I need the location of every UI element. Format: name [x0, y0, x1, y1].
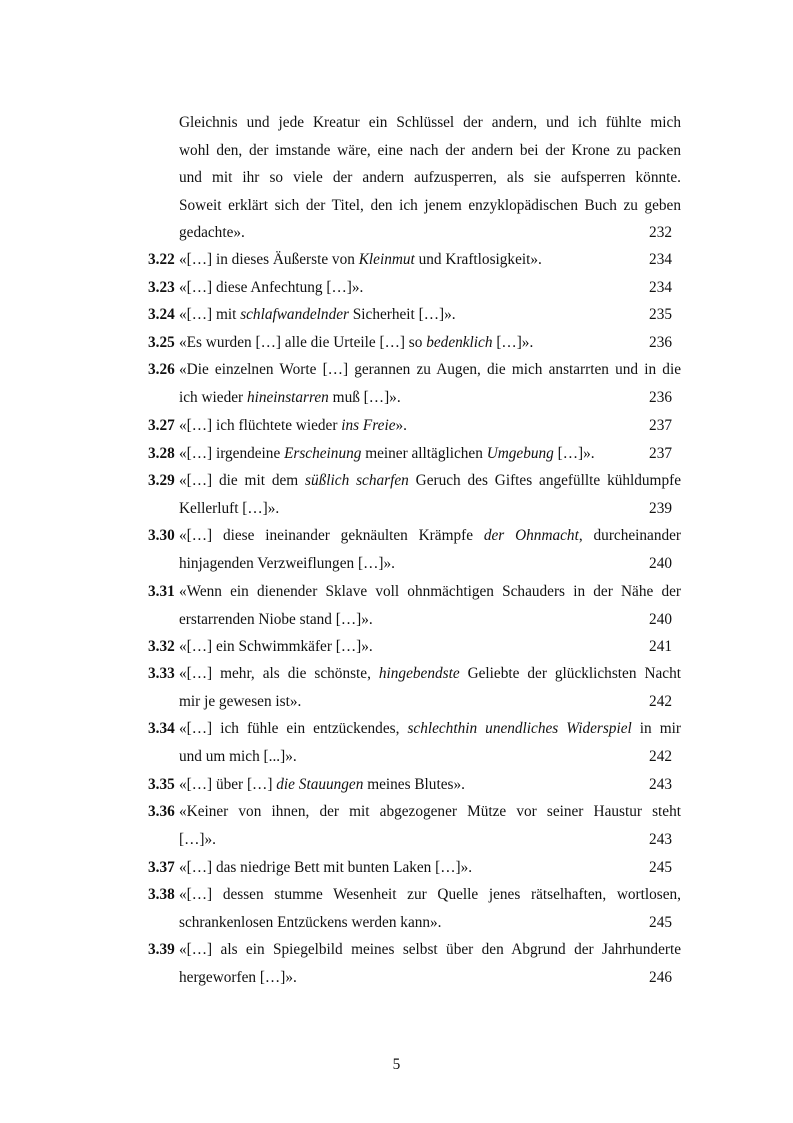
page-reference: 242 [649, 747, 672, 765]
entry-number: 3.36 [148, 803, 175, 820]
text-span: schrankenlosen Entzückens werden kann». [179, 913, 442, 931]
italic-span: die Stauungen [276, 776, 364, 793]
entry-number: 3.30 [148, 527, 175, 544]
text-line [179, 333, 681, 353]
text-line: und mit ihr so viele der andern aufzusperren, als sie aufsperren könnte. [179, 169, 681, 186]
page-reference: 240 [649, 610, 672, 628]
text-span: Geliebte der glücklichsten Nacht [459, 665, 681, 682]
text-span: Geruch des Giftes angefüllte kühldumpfe [408, 472, 681, 489]
text-line [179, 610, 681, 630]
page-reference: 245 [649, 913, 672, 931]
page-number: 5 [392, 1056, 401, 1073]
text-span: erstarrenden Niobe stand […]». [179, 610, 373, 628]
italic-span: ins Freie [341, 417, 396, 434]
italic-span: bedenklich [426, 334, 493, 351]
text-span: «[…] ich flüchtete wieder [179, 417, 342, 434]
text-line: gedachte». 232 [179, 224, 672, 241]
text-line: Gleichnis und jede Kreatur ein Schlüssel der andern, und ich fühlte mich [179, 114, 681, 131]
italic-span: Kleinmut [358, 251, 415, 268]
text-span: ». [395, 417, 407, 434]
text-span: […]». [179, 830, 216, 848]
text-line [179, 913, 681, 933]
italic-span: süßlich scharfen [305, 472, 409, 489]
text-span: […]». [553, 445, 595, 462]
text-span: in mir [631, 720, 681, 737]
text-span: «[…] ein Schwimmkäfer […]». [179, 638, 373, 655]
text-line: «Keiner von ihnen, der mit abgezogener Mütze vor seiner Haustur steht [179, 803, 681, 820]
text-span: hergeworfen […]». [179, 968, 297, 986]
text-span: «Es wurden […] alle die Urteile […] so [179, 334, 427, 351]
text-span: , durcheinander [578, 527, 682, 544]
text-span: Sicherheit […]». [348, 306, 456, 323]
text-line: «[…] als ein Spiegelbild meines selbst über den Abgrund der Jahrhunderte [179, 941, 681, 958]
text-span: «[…] die mit dem [179, 472, 306, 489]
page-reference: 242 [649, 692, 672, 710]
text-line [179, 664, 681, 684]
text-span: […]». [492, 334, 534, 351]
entry-number: 3.22 [148, 251, 175, 268]
page-reference: 245 [649, 859, 672, 876]
text-line: «Wenn ein dienender Sklave voll ohnmächtigen Schauders in der Nähe der [179, 583, 681, 600]
text-span: «[…] diese Anfechtung […]». [179, 279, 364, 296]
page-reference: 240 [649, 554, 672, 572]
page-reference: 243 [649, 776, 672, 793]
page-reference: 243 [649, 830, 672, 848]
page-reference: 234 [649, 279, 672, 296]
page-reference: 236 [649, 334, 672, 351]
text-span: «[…] diese ineinander geknäulten Krämpfe [179, 527, 484, 544]
italic-span: hineinstarren [246, 388, 329, 406]
italic-span: Umgebung [486, 445, 554, 462]
page-reference: 237 [649, 445, 672, 462]
text-line [179, 444, 681, 464]
text-span: ich wieder [179, 388, 247, 406]
page-reference: 246 [649, 968, 672, 986]
entry-number: 3.37 [148, 859, 175, 876]
text-span: hinjagenden Verzweiflungen […]». [179, 554, 395, 572]
text-span: mir je gewesen ist». [179, 692, 302, 710]
text-line [179, 858, 681, 878]
text-span: «[…] irgendeine [179, 445, 285, 462]
text-line [179, 637, 681, 657]
page-reference: 235 [649, 306, 672, 323]
entry-number: 3.25 [148, 334, 175, 351]
italic-span: hingebendste [378, 665, 460, 682]
text-line [179, 250, 681, 270]
text-line [179, 526, 681, 546]
text-span: «[…] mehr, als die schönste, [179, 665, 379, 682]
page-reference: 239 [649, 499, 672, 517]
entry-number: 3.24 [148, 306, 175, 323]
entry-number: 3.27 [148, 417, 175, 434]
page-reference: 232 [649, 224, 672, 241]
page-reference: 241 [649, 638, 672, 655]
entry-number: 3.28 [148, 445, 175, 462]
text-span: meiner alltäglichen [361, 445, 487, 462]
entry-number: 3.35 [148, 776, 175, 793]
italic-span: Erscheinung [284, 445, 362, 462]
text-span: «[…] mit [179, 306, 241, 323]
entry-number: 3.23 [148, 279, 175, 296]
text-line [179, 775, 681, 795]
page-reference: 237 [649, 417, 672, 434]
text-span: und um mich [...]». [179, 747, 297, 765]
text-line [179, 499, 681, 519]
text-span: und Kraftlosigkeit». [414, 251, 542, 268]
text-line [179, 416, 681, 436]
text-span: meines Blutes». [363, 776, 465, 793]
entry-number: 3.38 [148, 886, 175, 903]
text-line [179, 305, 681, 325]
entry-number: 3.34 [148, 720, 175, 737]
text-span: «[…] in dieses Äußerste von [179, 251, 359, 268]
text-line: «Die einzelnen Worte […] gerannen zu Augen, die mich anstarrten und in die [179, 361, 681, 378]
page-reference: 236 [649, 388, 672, 406]
italic-span: schlechthin unendliches Widerspiel [407, 720, 632, 737]
text-line: wohl den, der imstande wäre, eine nach der andern bei der Krone zu packen [179, 141, 681, 159]
text-span: «[…] über […] [179, 776, 277, 793]
text-span: «[…] das niedrige Bett mit bunten Laken […]». [179, 859, 473, 876]
text-line [179, 692, 681, 712]
text-span: Kellerluft […]». [179, 499, 280, 517]
entry-number: 3.32 [148, 638, 175, 655]
entry-number: 3.26 [148, 361, 175, 378]
text-line [179, 719, 681, 739]
text-span: muß […]». [328, 388, 401, 406]
page-reference: 234 [649, 251, 672, 268]
text-line: «[…] dessen stumme Wesenheit zur Quelle jenes rätselhaften, wortlosen, [179, 886, 681, 903]
italic-span: der Ohnmacht [483, 527, 579, 544]
entry-number: 3.31 [148, 583, 175, 600]
text-line [179, 388, 681, 408]
text-line [179, 968, 681, 988]
text-line [179, 471, 681, 491]
text-line [179, 830, 681, 850]
entry-number: 3.33 [148, 665, 175, 682]
text-span: «[…] ich fühle ein entzückendes, [179, 720, 408, 737]
text-line [179, 747, 681, 767]
entry-number: 3.39 [148, 941, 175, 958]
text-line: Soweit erklärt sich der Titel, den ich jenem enzyklopädischen Buch zu geben [179, 196, 681, 214]
text-line [179, 554, 681, 574]
italic-span: schlafwandelnder [240, 306, 349, 323]
text-line [179, 278, 681, 298]
entry-number: 3.29 [148, 472, 175, 489]
